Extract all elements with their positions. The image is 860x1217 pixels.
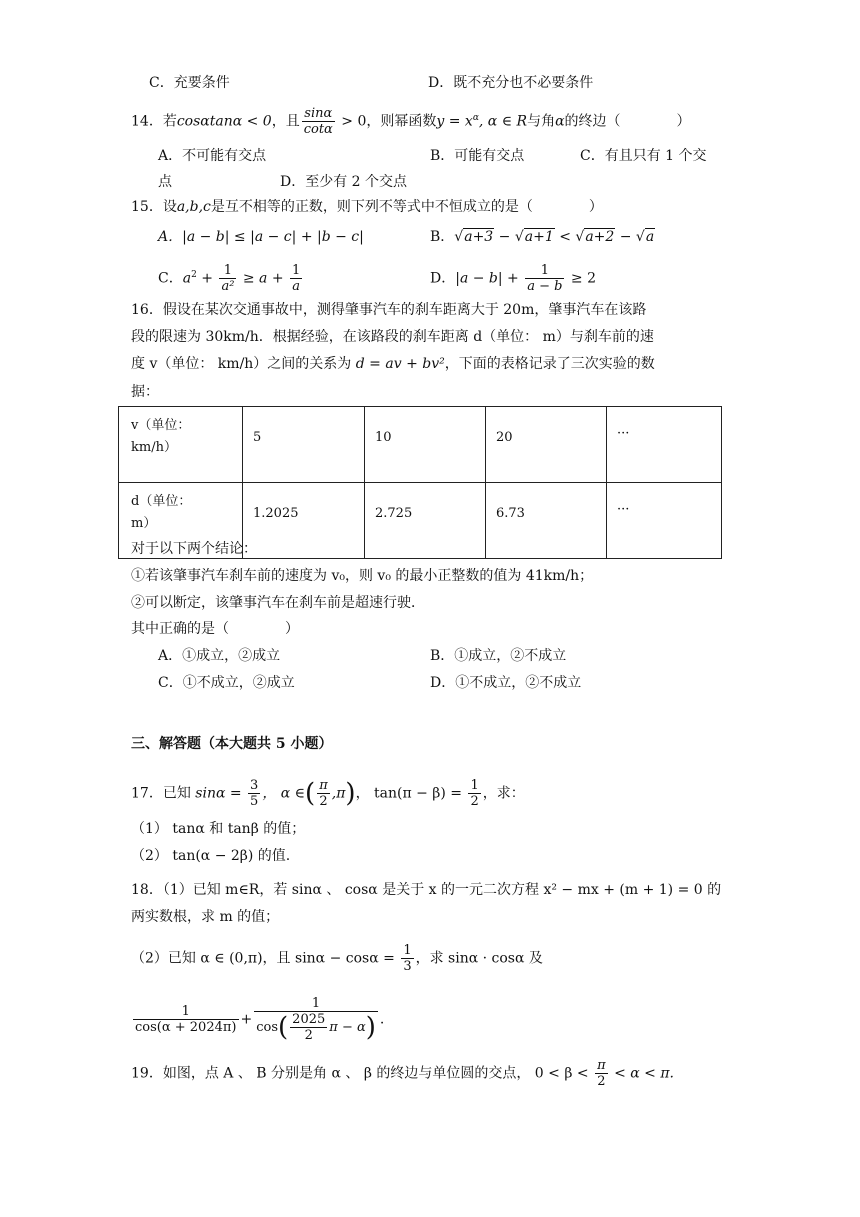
q15-stem	[131, 197, 603, 217]
q14-text: 与角	[527, 113, 556, 130]
q14-fraction	[302, 106, 335, 137]
fraction	[248, 778, 260, 809]
fraction-denominator: 2	[470, 794, 479, 809]
q16-option-b: B．①成立，②不成立	[430, 648, 567, 664]
paren-close: )	[365, 1012, 376, 1043]
q18-line-2: 两实数根，求 m 的值；	[131, 909, 280, 925]
fraction-numerator: 1	[133, 1004, 239, 1020]
q14-condition: cosαtanα < 0	[176, 113, 272, 130]
q15-text: 设	[162, 199, 177, 215]
math-term: π − α	[329, 1020, 366, 1035]
q17-part-2: （2） tan(α − 2β) 的值.	[131, 848, 291, 864]
q14-option-a: A．不可能有交点	[158, 148, 267, 164]
q16-line-1: 16．假设在某次交通事故中，测得肇事汽车的刹车距离大于 20m，肇事汽车在该路	[131, 302, 647, 318]
q16-conclusion-2: ②可以断定，该肇事汽车在刹车前是超速行驶．	[131, 595, 425, 611]
cell-text: d（单位：	[131, 494, 192, 509]
q17-stem	[131, 778, 525, 809]
q15-option-d	[430, 263, 596, 294]
q16-formula: d = av + bv²	[355, 356, 445, 372]
q18-line-1: 18．（1）已知 m∈R，若 sinα 、 cosα 是关于 x 的一元二次方程 x² − mx + (m + 1) = 0 的	[131, 882, 722, 898]
sqrt-term: a	[645, 229, 655, 245]
fraction-numerator: 1	[525, 263, 564, 279]
q15-option-a: A．|a − b| ≤ |a − c| + |b − c|	[158, 229, 364, 245]
q14-option-c: C．有且只有 1 个交	[580, 148, 707, 164]
experiment-table	[118, 406, 722, 559]
q15-option-b: B．√a+3 − √a+1 < √a+2 − √a	[430, 229, 655, 245]
q16-line-3	[131, 354, 655, 374]
fraction	[290, 263, 302, 294]
math-term: |a − b| +	[455, 270, 524, 287]
q14-option-d: D．至少有 2 个交点	[280, 174, 408, 190]
q15-vars: a,b,c	[176, 199, 211, 215]
q14-text: ，则幂函数	[366, 113, 437, 130]
fraction-denominator: cos(α + 2024π)	[135, 1020, 237, 1035]
q19-stem	[131, 1058, 674, 1089]
fraction	[290, 1012, 327, 1043]
q14-text: 的终边（ ）	[564, 113, 691, 130]
fraction-numerator: 1	[470, 778, 479, 793]
fraction-denominator: a²	[221, 279, 235, 294]
q13-option-d: D．既不充分也不必要条件	[428, 75, 594, 91]
fraction-denominator	[254, 1012, 378, 1043]
fraction	[133, 1004, 239, 1035]
fraction-denominator: a	[292, 279, 301, 294]
q15-number: 15．	[131, 199, 163, 215]
fraction-numerator: sinα	[302, 106, 335, 122]
q17-math: ， α ∈	[262, 785, 306, 802]
q18-text: （2）已知 α ∈ (0,π)，且 sinα − cosα =	[131, 950, 400, 967]
fraction-denominator: 2	[319, 794, 328, 809]
q17-math: sinα =	[190, 785, 247, 802]
q17-text: 17．已知	[131, 785, 191, 802]
math-term: ≥ a +	[238, 270, 289, 287]
math-op: +	[196, 270, 218, 287]
table-cell: 20	[486, 407, 607, 483]
fraction	[401, 943, 413, 974]
q14-function: y = x	[436, 113, 473, 130]
fraction	[595, 1058, 608, 1089]
q16-line-4: 据：	[131, 384, 159, 400]
q16-option-a: A．①成立，②成立	[158, 648, 281, 664]
fraction-numerator: 2025	[292, 1012, 326, 1027]
q16-text: ，下面的表格记录了三次实验的数	[444, 356, 655, 372]
fraction	[468, 778, 480, 809]
q15-text: 是互不相等的正数，则下列不等式中不恒成立的是（ ）	[210, 199, 603, 215]
fraction-denominator: cotα	[303, 122, 333, 137]
fraction-denominator: 2	[304, 1028, 313, 1043]
q14-stem	[131, 106, 691, 137]
fraction	[317, 778, 330, 809]
table-cell: 1.2025	[243, 483, 365, 559]
math-term: cos	[256, 1020, 279, 1035]
q16-option-d: D．①不成立，②不成立	[430, 675, 582, 691]
math-op: +	[240, 1011, 253, 1028]
q16-line-2: 段的限速为 30km/h．根据经验，在该路段的刹车距离 d（单位： m）与刹车前的速	[131, 329, 654, 345]
q16-option-c: C．①不成立，②成立	[158, 675, 295, 691]
q19-text: 19．如图，点 A 、 B 分别是角 α 、 β 的终边与单位圆的交点， 0 < β <	[131, 1065, 594, 1082]
table-cell: ···	[607, 407, 722, 483]
q18-part-2	[131, 943, 543, 974]
option-label: C．	[158, 270, 183, 287]
q14-number: 14．	[131, 113, 163, 130]
fraction-denominator: 5	[250, 794, 259, 809]
fraction-numerator: 1	[219, 263, 236, 279]
fraction-numerator: π	[597, 1058, 606, 1073]
fraction-denominator: 3	[403, 959, 412, 974]
q16-conclusions-intro: 对于以下两个结论：	[131, 541, 257, 557]
math-op: .	[379, 1011, 385, 1028]
q14-text: ，且	[271, 113, 300, 130]
table-cell: ···	[607, 483, 722, 559]
fraction	[525, 263, 564, 294]
paren-open: (	[278, 1012, 289, 1043]
option-label: D．	[430, 270, 456, 287]
exponent: 2	[191, 269, 197, 280]
cell-text: km/h）	[131, 440, 177, 455]
q16-text: 度 v（单位： km/h）之间的关系为	[131, 356, 356, 372]
q18-text: ，求 sinα · cosα 及	[415, 950, 543, 967]
paren-close: )	[345, 778, 356, 809]
q15-option-c	[158, 263, 304, 294]
sqrt-term: a+1	[524, 229, 554, 245]
option-label: B．	[430, 229, 455, 245]
q13-option-c: C．充要条件	[149, 75, 230, 91]
fraction-denominator: a − b	[527, 279, 563, 294]
q16-conclusion-1: ①若该肇事汽车刹车前的速度为 v₀，则 v₀ 的最小正整数的值为 41km/h；	[131, 568, 594, 584]
q14-domain: , α ∈ R	[478, 113, 528, 130]
q14-option-c-cont: 点	[158, 174, 172, 190]
fraction	[219, 263, 236, 294]
q16-ask: 其中正确的是（ ）	[131, 621, 299, 637]
fraction-numerator: 1	[254, 996, 378, 1012]
math-term: ≥ 2	[566, 270, 597, 287]
q14-text: > 0	[336, 113, 367, 130]
fraction-numerator: π	[319, 778, 328, 793]
fraction	[254, 996, 378, 1043]
cell-text: m）	[131, 516, 157, 531]
cell-text: v（单位：	[131, 418, 191, 433]
q14-text: 若	[162, 113, 177, 130]
math-term: a	[182, 270, 192, 287]
table-row	[119, 407, 722, 483]
sqrt-term: a+3	[464, 229, 494, 245]
table-cell: 5	[243, 407, 365, 483]
q14-alpha: α	[555, 113, 565, 130]
table-header-cell	[119, 407, 243, 483]
q19-text: < α < π.	[609, 1065, 674, 1082]
section-heading: 三、解答题（本大题共 5 小题）	[131, 736, 333, 752]
table-cell: 6.73	[486, 483, 607, 559]
fraction-numerator: 1	[292, 263, 301, 278]
q17-math: ， tan(π − β) =	[355, 785, 467, 802]
q18-expression	[131, 996, 384, 1043]
table-cell: 2.725	[365, 483, 486, 559]
q14-option-b: B．可能有交点	[430, 148, 525, 164]
fraction-numerator: 3	[250, 778, 259, 793]
q17-text: ，求：	[482, 785, 525, 802]
q14-exponent: α	[472, 112, 479, 123]
fraction-denominator: 2	[597, 1074, 606, 1089]
q17-math: ,π	[331, 785, 346, 802]
fraction-numerator: 1	[403, 943, 412, 958]
table-cell: 10	[365, 407, 486, 483]
sqrt-term: a+2	[585, 229, 615, 245]
q17-part-1: （1） tanα 和 tanβ 的值；	[131, 821, 306, 837]
paren-open: (	[305, 778, 316, 809]
